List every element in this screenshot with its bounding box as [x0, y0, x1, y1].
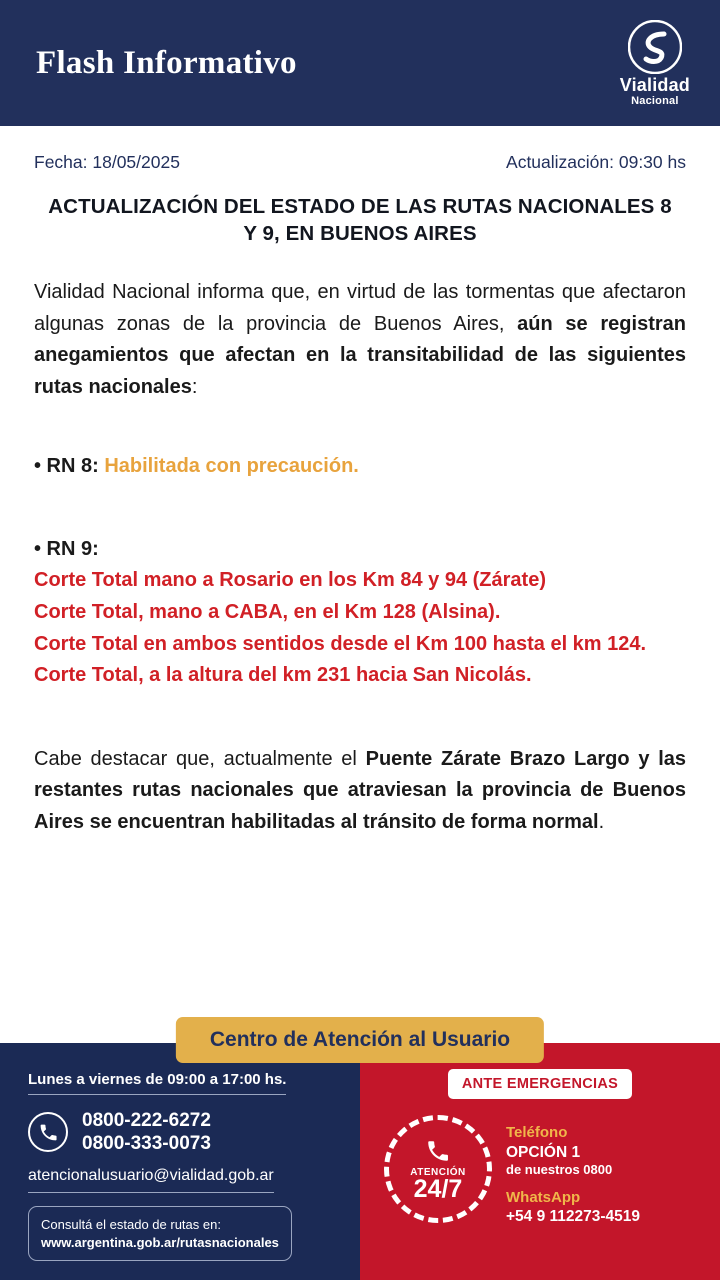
- rn9-closure-line: Corte Total en ambos sentidos desde el Km 100 hasta el km 124.: [34, 632, 647, 655]
- closing-text-bold: Puente Zárate Brazo Largo y las restantes rutas nacionales que atraviesan la provincia de Buenos Aires se encuentran habilitadas al tránsito de forma normal: [34, 747, 686, 834]
- intro-text-bold: aún se registran anegamientos que afectan en la transitabilidad de las siguientes rutas nacionales: [34, 312, 686, 398]
- phone-icon: [28, 1112, 68, 1152]
- update-time: Actualización: 09:30 hs: [506, 152, 686, 172]
- whatsapp-number[interactable]: +54 9 112273-4519: [506, 1208, 641, 1226]
- emergency-contacts: [506, 1115, 640, 1227]
- rn8-item: [34, 451, 686, 482]
- whatsapp-label: WhatsApp: [506, 1188, 581, 1206]
- attention-hours: 24/7: [413, 1175, 463, 1203]
- closing-paragraph: [34, 744, 686, 839]
- attention-label: ATENCIÓN: [410, 1167, 466, 1178]
- vialidad-logo-icon: [628, 20, 682, 74]
- rn9-closure-line: Corte Total, a la altura del km 231 hacia San Nicolás.: [34, 664, 532, 687]
- document-title: ACTUALIZACIÓN DEL ESTADO DE LAS RUTAS NACIONALES 8 Y 9, EN BUENOS AIRES: [48, 195, 672, 246]
- publish-date: Fecha: 18/05/2025: [34, 152, 180, 172]
- intro-text-1: Vialidad Nacional informa que, en virtud de las tormentas que afectaron algunas zonas de la provincia de Buenos Aires,: [34, 281, 686, 335]
- rn9-label: • RN 9:: [34, 538, 99, 561]
- status-badge: ANTE EMERGENCIAS: [448, 1069, 632, 1099]
- attention-247-icon: [384, 1115, 492, 1223]
- logo-subtitle: Nacional: [631, 94, 679, 107]
- office-hours: Lunes a viernes de 09:00 a 17:00 hs.: [28, 1071, 286, 1095]
- spacer: [34, 692, 686, 744]
- telefono-label: Teléfono: [506, 1124, 568, 1141]
- website-label: Consultá el estado de rutas en:: [41, 1217, 221, 1233]
- website-box[interactable]: [28, 1206, 292, 1261]
- rn9-closure-line: Corte Total mano a Rosario en los Km 84 y 94 (Zárate): [34, 569, 546, 592]
- contact-email[interactable]: atencionalusuario@vialidad.gob.ar: [28, 1167, 274, 1193]
- rn9-closures: [34, 565, 686, 691]
- vialidad-logo: [620, 20, 690, 107]
- telefono-sub: de nuestros 0800: [506, 1161, 613, 1177]
- rn9-closure-line: Corte Total, mano a CABA, en el Km 128 (Alsina).: [34, 601, 501, 624]
- phone-number-1[interactable]: 0800-222-6272: [82, 1110, 211, 1131]
- closing-text-end: .: [598, 811, 605, 834]
- page-footer: [0, 1043, 720, 1280]
- handset-icon: [425, 1138, 451, 1169]
- centro-atencion-button[interactable]: Centro de Atención al Usuario: [176, 1017, 544, 1063]
- phone-block: [28, 1109, 338, 1155]
- footer-emergency-panel: [360, 1043, 720, 1280]
- page-header: [0, 0, 720, 126]
- phone-number-2[interactable]: 0800-333-0073: [82, 1133, 211, 1155]
- emergency-badge-wrap: [378, 1069, 702, 1115]
- spacer: [34, 482, 686, 534]
- closing-text-1: Cabe destacar que, actualmente el: [34, 747, 366, 770]
- rn8-status: Habilitada con precaución.: [104, 455, 359, 478]
- intro-text-end: :: [191, 375, 198, 398]
- meta-row: [34, 152, 686, 173]
- page-title: Flash Informativo: [36, 44, 297, 81]
- rn8-label: • RN 8:: [34, 455, 105, 478]
- website-url[interactable]: www.argentina.gob.ar/rutasnacionales: [41, 1234, 279, 1250]
- emergency-content: [378, 1115, 702, 1227]
- document-body: [0, 126, 720, 1043]
- logo-name: Vialidad: [619, 74, 690, 95]
- telefono-option: OPCIÓN 1: [506, 1143, 581, 1161]
- phone-numbers: [82, 1109, 211, 1155]
- footer-contact-panel: [0, 1043, 360, 1280]
- intro-paragraph: [34, 277, 686, 403]
- spacer: [34, 403, 686, 451]
